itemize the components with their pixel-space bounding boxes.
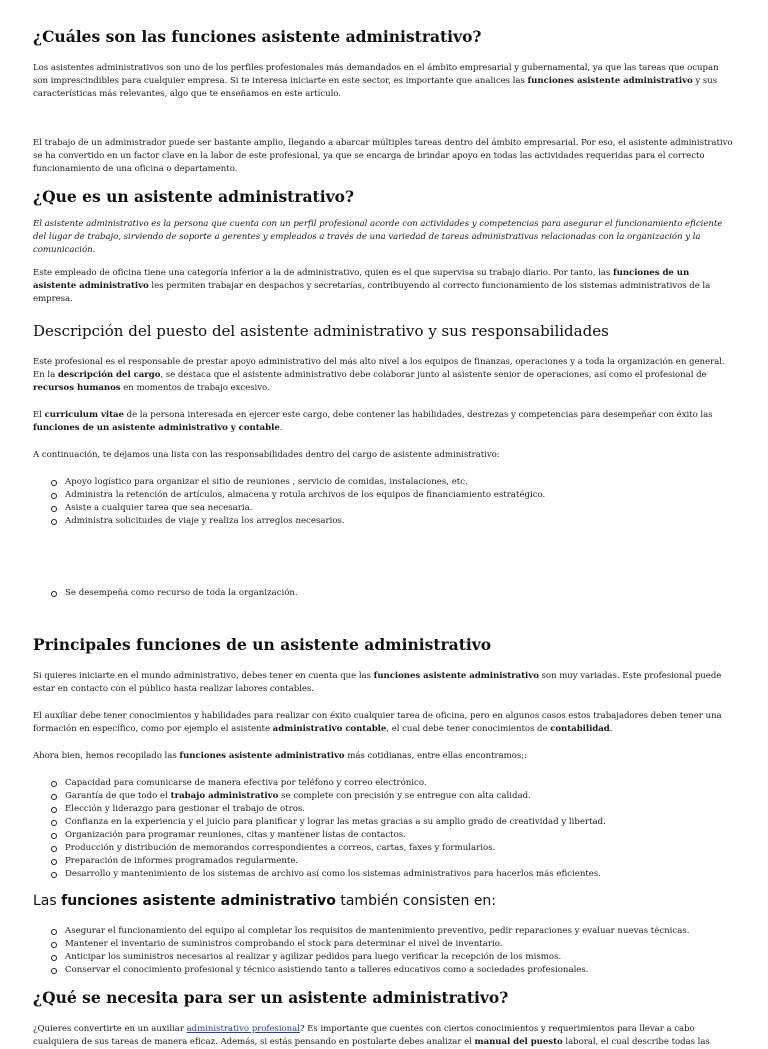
cv-paragraph: El curriculum vitae de la persona interesada en ejercer este cargo, debe contener las habilidades, destrezas y competencias para desempeñar con éxito las funciones de un asistente administrativo y contable. (33, 410, 713, 433)
functions-list (33, 777, 733, 881)
heading-descripcion: Descripción del puesto del asistente administrativo y sus responsabilidades (33, 322, 609, 340)
heading-funciones: ¿Cuáles son las funciones asistente administrativo? (33, 27, 482, 46)
list-item: Capacidad para comunicarse de manera efectiva por teléfono y correo electrónico. (65, 777, 733, 790)
administrator-paragraph: El trabajo de un administrador puede ser bastante amplio, llegando a abarcar múltiples tareas dentro del ámbito empresarial. Por eso, el asistente administrativo se ha convertido en un factor clave en la labor de este profesional, ya que se encarga de brindar apoyo en todas las actividades requeridas para el correcto funcionamiento de una oficina o departamento. (33, 138, 733, 174)
list-item: Preparación de informes programados regularmente. (65, 855, 733, 868)
list-item: Mantener el inventario de suministros comprobando el stock para determinar el nivel de inventario. (65, 938, 733, 951)
list-item: Confianza en la experiencia y el juicio para planificar y lograr las metas gracias a su amplio grado de creatividad y libertad. (65, 816, 733, 829)
list-item: Garantía de que todo el trabajo administrativo se complete con precisión y se entregue con alta calidad. (65, 790, 733, 803)
heading-que-se-necesita: ¿Qué se necesita para ser un asistente administrativo? (33, 988, 509, 1007)
list-item: Administra la retención de artículos, almacena y rotula archivos de los equipos de financiamiento estratégico. (65, 489, 733, 502)
list-item: Asegurar el funcionamiento del equipo al completar los requisitos de mantenimiento preventivo, pedir reparaciones y evaluar nuevas técnicas. (65, 925, 733, 938)
list-item: Elección y liderazgo para gestionar el trabajo de otros. (65, 803, 733, 816)
requirements-paragraph: ¿Quieres convertirte en un auxiliar administrativo profesional? Es importante que cuentes con ciertos conocimientos y requerimientos para llevar a cabo cualquiera de sus tareas de manera eficaz. Además, si estás pensando en postularte debes analizar el manual del puesto laboral, el cual describe todas las (33, 1024, 710, 1047)
list-item: Asiste a cualquier tarea que sea necesaria. (65, 502, 733, 515)
responsibilities-list-2 (33, 587, 733, 600)
article (33, 26, 733, 1049)
list-item: Se desempeña como recurso de toda la organización. (65, 587, 733, 600)
list-item: Organización para programar reuniones, citas y mantener listas de contactos. (65, 829, 733, 842)
functions-paragraph: Si quieres iniciarte en el mundo administrativo, debes tener en cuenta que las funciones asistente administrativo son muy variadas. Este profesional puede estar en contacto con el público hasta realizar labores contables. (33, 671, 722, 694)
administrativo-profesional-link[interactable]: administrativo profesional (186, 1024, 300, 1034)
list-item: Desarrollo y mantenimiento de los sistemas de archivo así como los sistemas administrativos para hacerlos más eficientes. (65, 868, 733, 881)
list-item: Administra solicitudes de viaje y realiza los arreglos necesarios. (65, 515, 733, 528)
category-paragraph: Este empleado de oficina tiene una categoría inferior a la de administrativo, quien es el que supervisa su trabajo diario. Por tanto, las funciones de un asistente administrativo les permiten trabajar en despachos y secretarías, contribuyendo al correcto funcionamiento de los sistemas administrativos de la empresa. (33, 268, 711, 304)
definition-paragraph: El asistente administrativo es la persona que cuenta con un perfil profesional acorde con actividades y competencias para asegurar el funcionamiento eficiente del lugar de trabajo, sirviendo de soporte a gerentes y empleados a través de una variedad de tareas administrativas relacionadas con la organización y la comunicación. (33, 219, 723, 255)
responsibilities-list (33, 476, 733, 528)
list-item: Producción y distribución de memorandos correspondientes a correos, cartas, faxes y formularios. (65, 842, 733, 855)
compiled-paragraph: Ahora bien, hemos recopilado las funciones asistente administrativo más cotidianas, entre ellas encontramos;: (33, 751, 527, 761)
list-item: Apoyo logístico para organizar el sitio de reuniones , servicio de comidas, instalaciones, etc. (65, 476, 733, 489)
list-item: Conservar el conocimiento profesional y técnico asistiendo tanto a talleres educativos como a sociedades profesionales. (65, 964, 733, 977)
heading-que-es: ¿Que es un asistente administrativo? (33, 187, 355, 206)
auxiliar-paragraph: El auxiliar debe tener conocimientos y habilidades para realizar con éxito cualquier tarea de oficina, pero en algunos casos estos trabajadores deben tener una formación en específico, como por ejemplo el asistente administrativo contable, el cual debe tener conocimientos de contabilidad. (33, 711, 722, 734)
list-item: Anticipar los suministros necesarios al realizar y agilizar pedidos para luego verificar la recepción de los mismos. (65, 951, 733, 964)
description-paragraph: Este profesional es el responsable de prestar apoyo administrativo del más alto nivel a los equipos de finanzas, operaciones y a toda la organización en general. En la descripción del cargo, se destaca que el asistente administrativo debe colaborar junto al asistente senior de operaciones, así como el profesional de recursos humanos en momentos de trabajo excesivo. (33, 357, 725, 393)
intro-paragraph: Los asistentes administrativos son uno de los perfiles profesionales más demandados en el ámbito empresarial y gubernamental, ya que las tareas que ocupan son imprescindibles para cualquier empresa. Si te interesa iniciarte en este sector, es importante que analices las funciones asistente administrativo y sus características más relevantes, algo que te enseñamos en este artículo. (33, 63, 719, 99)
heading-principales: Principales funciones de un asistente administrativo (33, 635, 492, 654)
heading-tambien: Las funciones asistente administrativo también consisten en: (33, 893, 497, 909)
list-intro: A continuación, te dejamos una lista con las responsabilidades dentro del cargo de asistente administrativo: (33, 450, 500, 460)
additional-functions-list (33, 925, 733, 977)
